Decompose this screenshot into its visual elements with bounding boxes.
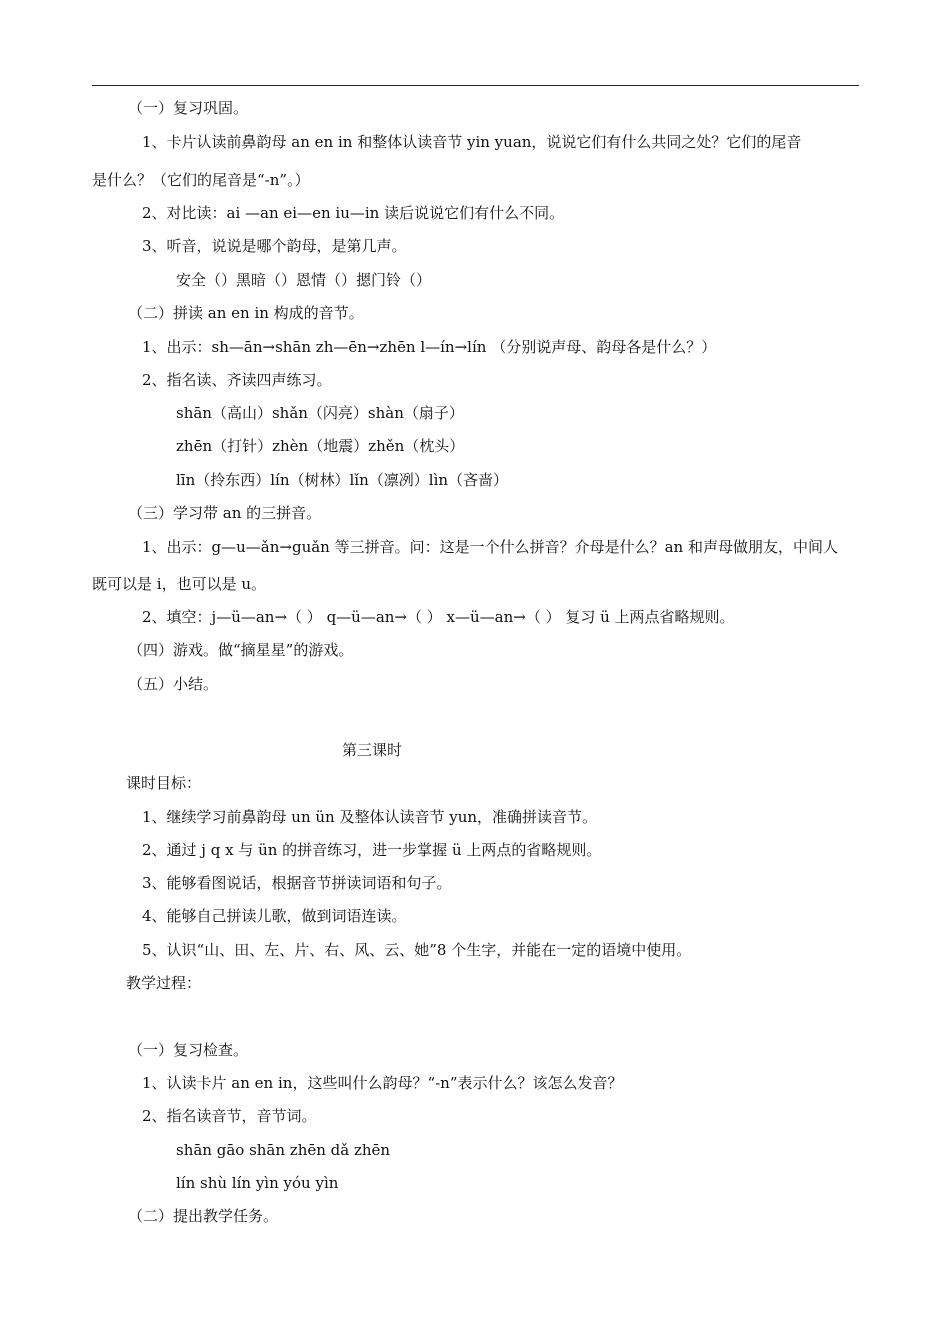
text-line: 1、继续学习前鼻韵母 un ün 及整体认读音节 yun，准确拼读音节。 — [142, 808, 598, 826]
text-line: 5、认识“山、田、左、片、右、风、云、她”8 个生字，并能在一定的语境中使用。 — [142, 941, 692, 959]
pinyin-line: lín shù lín yìn yóu yìn — [176, 1174, 339, 1192]
text-line: 1、认读卡片 an en in，这些叫什么韵母？“-n”表示什么？该怎么发音？ — [142, 1074, 623, 1092]
text-line: 2、指名读、齐读四声练习。 — [142, 371, 332, 389]
text-line: 1、卡片认读前鼻韵母 an en in 和整体认读音节 yin yuan，说说它们有什么共同之处？它们的尾音 — [142, 133, 802, 151]
text-line: 1、出示：sh—ān→shān zh—ēn→zhēn l—ín→lín （分别说声母、韵母各是什么？） — [142, 338, 717, 356]
text-line: 2、指名读音节，音节词。 — [142, 1107, 317, 1125]
text-line: 是什么？（它们的尾音是“-n”。） — [92, 171, 310, 189]
section-heading: （一）复习检查。 — [128, 1041, 249, 1059]
text-line: 1、出示：g—u—ǎn→guǎn 等三拼音。问：这是一个什么拼音？介母是什么？an 和声母做朋友，中间人 — [142, 538, 838, 556]
text-line: 2、填空：j—ü—an→（ ） q—ü—an→（ ） x—ü—an→（ ） 复习 ü 上两点省略规则。 — [142, 608, 735, 626]
objectives-heading: 课时目标： — [126, 774, 202, 792]
pinyin-line: zhēn（打针）zhèn（地震）zhěn（枕头） — [176, 437, 465, 455]
text-line: 安全（）黑暗（）恩情（）摁门铃（） — [176, 271, 432, 289]
header-rule — [92, 85, 859, 86]
lesson-title: 第三课时 — [342, 741, 403, 759]
section-heading: （二）提出教学任务。 — [128, 1207, 279, 1225]
text-line: 3、能够看图说话，根据音节拼读词语和句子。 — [142, 874, 452, 892]
section-review: （一）复习巩固。 — [128, 99, 249, 117]
process-heading: 教学过程： — [126, 974, 202, 992]
section-heading: （二）拼读 an en in 构成的音节。 — [128, 304, 364, 322]
text-line: 2、通过 j q x 与 ün 的拼音练习，进一步掌握 ü 上两点的省略规则。 — [142, 841, 602, 859]
section-heading: （三）学习带 an 的三拼音。 — [128, 504, 322, 522]
text-line: 4、能够自己拼读儿歌，做到词语连读。 — [142, 907, 407, 925]
pinyin-line: līn（拎东西）lín（树林）lǐn（凛冽）lìn（吝啬） — [176, 471, 509, 489]
section-heading: （五）小结。 — [128, 675, 219, 693]
text-line: 2、对比读：ai —an ei—en iu—in 读后说说它们有什么不同。 — [142, 204, 565, 222]
text-line: 3、听音，说说是哪个韵母，是第几声。 — [142, 237, 407, 255]
pinyin-line: shān gāo shān zhēn dǎ zhēn — [176, 1141, 391, 1159]
text-line: 既可以是 i，也可以是 u。 — [92, 575, 266, 593]
pinyin-line: shān（高山）shǎn（闪亮）shàn（扇子） — [176, 404, 464, 422]
section-heading: （四）游戏。做“摘星星”的游戏。 — [128, 641, 354, 659]
